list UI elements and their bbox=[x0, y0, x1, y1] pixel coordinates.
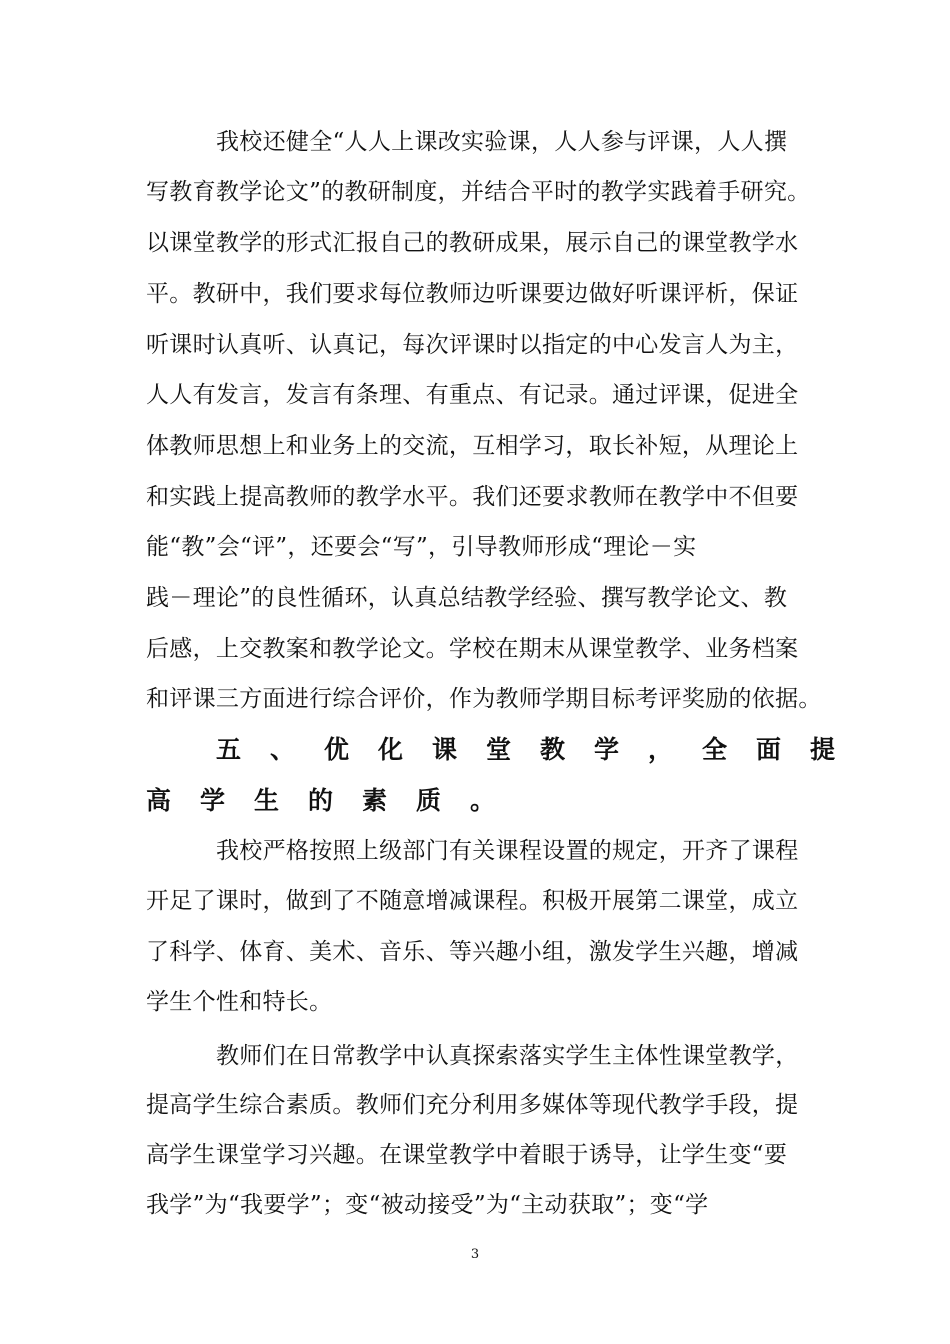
paragraph-3-line-3: 高学生课堂学习兴趣。在课堂教学中着眼于诱导，让学生变“要 bbox=[146, 1142, 788, 1168]
paragraph-3-line-4: 我学”为“我要学”；变“被动接受”为“主动获取”；变“学 bbox=[146, 1192, 709, 1218]
section-heading-line-1: 五、优化课堂教学，全面提 bbox=[216, 735, 865, 764]
paragraph-1-line-12: 和评课三方面进行综合评价，作为教师学期目标考评奖励的依据。 bbox=[146, 686, 822, 712]
paragraph-2-line-1: 我校严格按照上级部门有关课程设置的规定，开齐了课程 bbox=[216, 838, 799, 864]
paragraph-1-line-7: 体教师思想上和业务上的交流，互相学习，取长补短，从理论上 bbox=[146, 433, 799, 459]
paragraph-1-line-11: 后感，上交教案和教学论文。学校在期末从课堂教学、业务档案 bbox=[146, 636, 799, 662]
paragraph-3-line-1: 教师们在日常教学中认真探索落实学生主体性课堂教学， bbox=[216, 1043, 799, 1069]
section-heading-line-2: 高学生的素质。 bbox=[146, 786, 525, 815]
paragraph-1-line-3: 以课堂教学的形式汇报自己的教研成果，展示自己的课堂教学水 bbox=[146, 230, 799, 256]
paragraph-2-line-4: 学生个性和特长。 bbox=[146, 989, 333, 1015]
paragraph-1-line-1: 我校还健全“人人上课改实验课，人人参与评课，人人撰 bbox=[216, 129, 788, 155]
page-number: 3 bbox=[470, 1247, 480, 1262]
paragraph-1-line-6: 人人有发言，发言有条理、有重点、有记录。通过评课，促进全 bbox=[146, 382, 799, 408]
paragraph-1-line-10: 践－理论”的良性循环，认真总结教学经验、撰写教学论文、教 bbox=[146, 585, 788, 611]
paragraph-3-line-2: 提高学生综合素质。教师们充分利用多媒体等现代教学手段，提 bbox=[146, 1092, 799, 1118]
paragraph-1-line-5: 听课时认真听、认真记，每次评课时以指定的中心发言人为主， bbox=[146, 332, 799, 358]
paragraph-1-line-8: 和实践上提高教师的教学水平。我们还要求教师在教学中不但要 bbox=[146, 484, 799, 510]
paragraph-1-line-9: 能“教”会“评”，还要会“写”，引导教师形成“理论－实 bbox=[146, 534, 697, 560]
paragraph-1-line-2: 写教育教学论文”的教研制度，并结合平时的教学实践着手研究。 bbox=[146, 179, 811, 205]
paragraph-1-line-4: 平。教研中，我们要求每位教师边听课要边做好听课评析，保证 bbox=[146, 281, 799, 307]
paragraph-2-line-2: 开足了课时，做到了不随意增减课程。积极开展第二课堂，成立 bbox=[146, 888, 799, 914]
paragraph-2-line-3: 了科学、体育、美术、音乐、等兴趣小组，激发学生兴趣，增减 bbox=[146, 939, 799, 965]
